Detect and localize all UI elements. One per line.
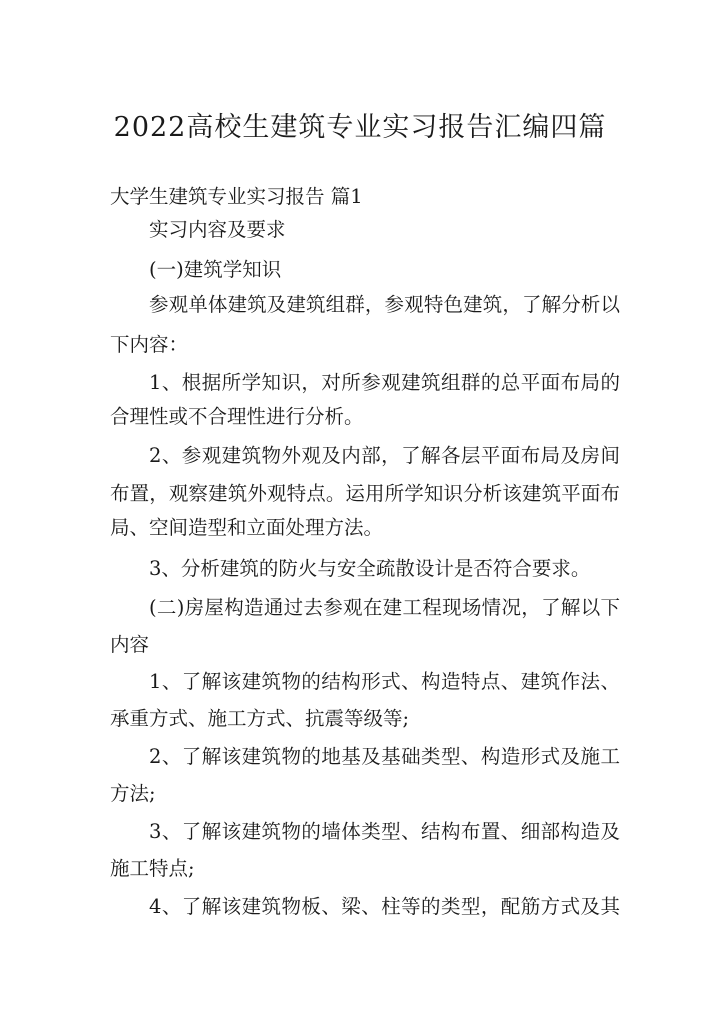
- paragraph-line: 参观单体建筑及建筑组群，参观特色建筑，了解分析以: [149, 293, 620, 316]
- paragraph-line: 布置，观察建筑外观特点。运用所学知识分析该建筑平面布: [110, 482, 620, 505]
- paragraph-line: 实习内容及要求: [149, 218, 286, 241]
- paragraph-line: 3、分析建筑的防火与安全疏散设计是否符合要求。: [149, 557, 591, 580]
- paragraph-line: 内容: [110, 633, 150, 656]
- paragraph-line: 2、参观建筑物外观及内部，了解各层平面布局及房间: [149, 444, 620, 467]
- document-title: 2022高校生建筑专业实习报告汇编四篇: [113, 112, 607, 143]
- paragraph-line: 施工特点;: [110, 857, 195, 880]
- paragraph-line: 局、空间造型和立面处理方法。: [110, 516, 384, 539]
- paragraph-line: 4、了解该建筑物板、梁、柱等的类型，配筋方式及其: [149, 895, 620, 918]
- paragraph-line: 方法;: [110, 782, 156, 805]
- paragraph-line: (二)房屋构造通过去参观在建工程现场情况，了解以下: [149, 596, 620, 619]
- paragraph-line: 承重方式、施工方式、抗震等级等;: [110, 707, 410, 730]
- paragraph-line: 1、根据所学知识，对所参观建筑组群的总平面布局的: [149, 371, 620, 394]
- paragraph-line: 下内容：: [110, 333, 189, 356]
- paragraph-line: (一)建筑学知识: [149, 258, 282, 281]
- paragraph-line: 2、了解该建筑物的地基及基础类型、构造形式及施工: [149, 745, 620, 768]
- paragraph-line: 3、了解该建筑物的墙体类型、结构布置、细部构造及: [149, 820, 620, 843]
- paragraph-line: 合理性或不合理性进行分析。: [110, 405, 364, 428]
- paragraph-line: 1、了解该建筑物的结构形式、构造特点、建筑作法、: [149, 670, 620, 693]
- section-heading: 大学生建筑专业实习报告 篇1: [110, 185, 363, 208]
